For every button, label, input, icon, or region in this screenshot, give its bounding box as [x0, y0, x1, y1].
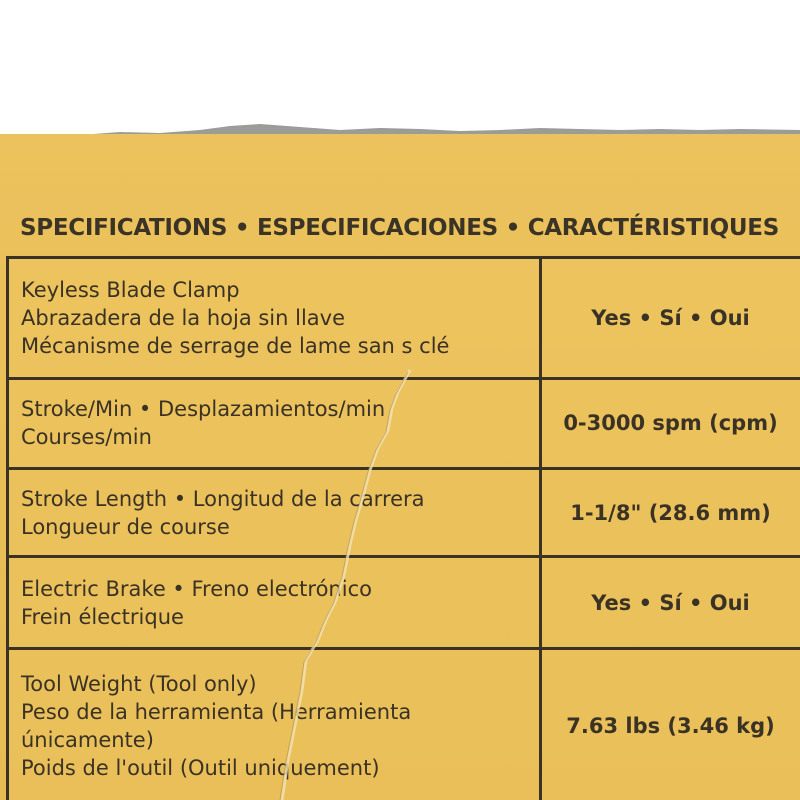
spec-row-keyless-blade-clamp — [8, 258, 800, 379]
spec-row-tool-weight — [8, 649, 800, 800]
label-line: Tool Weight (Tool only) — [21, 671, 257, 696]
spec-label — [8, 258, 541, 379]
label-line: Abrazadera de la hoja sin llave — [21, 305, 346, 330]
spec-value: 0-3000 spm (cpm) — [541, 378, 800, 468]
spec-label — [8, 469, 541, 557]
label-line: Longueur de course — [21, 514, 230, 539]
spec-value: Yes • Sí • Oui — [541, 258, 800, 379]
label-line: Poids de l'outil (Outil uniquement) — [21, 755, 380, 780]
spec-row-electric-brake — [8, 557, 800, 649]
label-line: Mécanisme de serrage de lame san s clé — [21, 333, 450, 358]
spec-row-stroke-length — [8, 469, 800, 557]
spec-row-stroke-min — [8, 378, 800, 468]
spec-value: 7.63 lbs (3.46 kg) — [541, 649, 800, 800]
spec-value: 1-1/8" (28.6 mm) — [541, 469, 800, 557]
spec-label — [8, 557, 541, 649]
label-line: Peso de la herramienta (Herramienta — [21, 699, 412, 724]
spec-label — [8, 649, 541, 800]
spec-table — [6, 256, 800, 800]
label-line: únicamente) — [21, 727, 154, 752]
spec-value: Yes • Sí • Oui — [541, 557, 800, 649]
spec-heading: SPECIFICATIONS • ESPECIFICACIONES • CARACTÉRISTIQUES — [20, 215, 779, 241]
label-line: Stroke/Min • Desplazamientos/min — [21, 397, 386, 422]
label-line: Frein électrique — [21, 604, 184, 629]
spec-label — [8, 378, 541, 468]
label-line: Electric Brake • Freno electrónico — [21, 576, 372, 601]
label-line: Courses/min — [21, 425, 152, 450]
label-line: Keyless Blade Clamp — [21, 277, 240, 302]
label-line: Stroke Length • Longitud de la carrera — [21, 486, 425, 511]
